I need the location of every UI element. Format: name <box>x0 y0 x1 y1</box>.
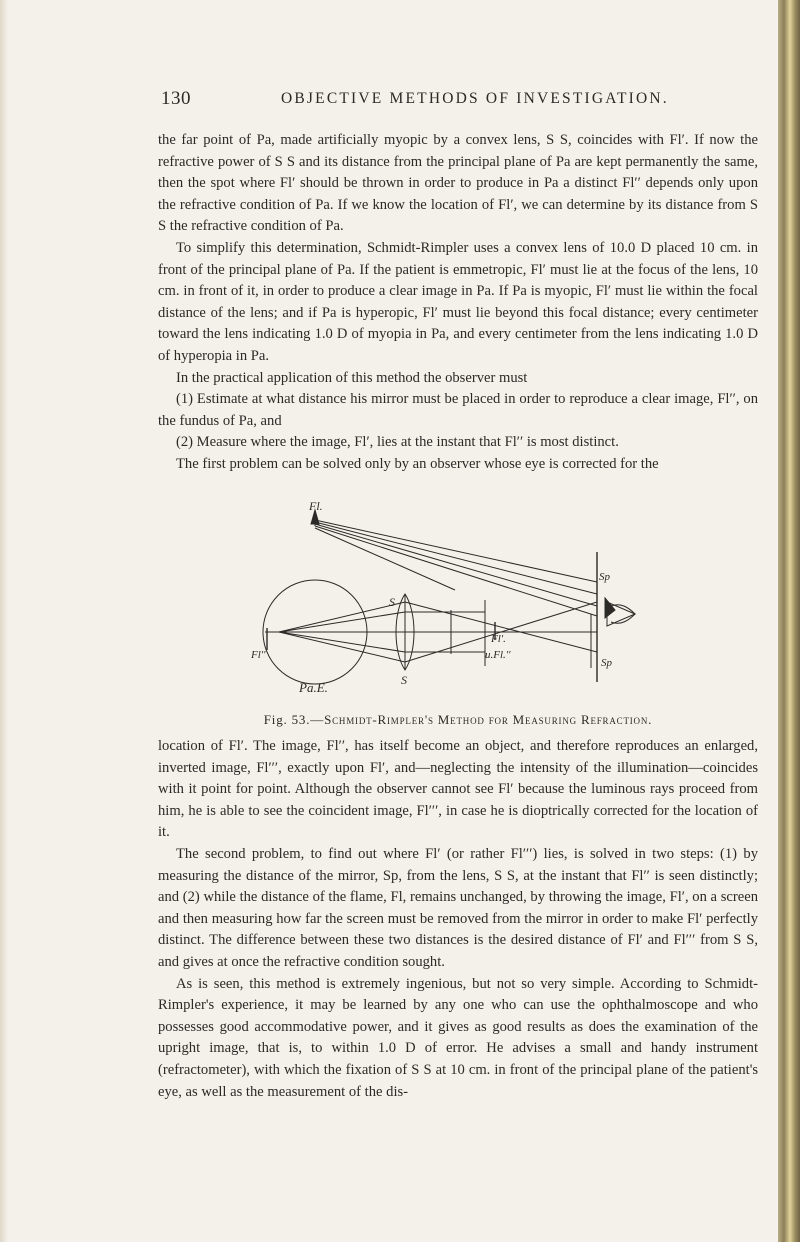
ray <box>315 522 597 594</box>
label-fl-double: Fl′′ <box>251 649 266 661</box>
label-fl-prime: Fl′. <box>491 633 506 645</box>
paragraph: location of Fl′. The image, Fl′′, has itself become an object, and therefore reproduces an enlarged, inverted image, Fl′′′, exactly upon Fl′, and—neglecting the intensity of the illumination—coincides with it point for point. Although the observer cannot see Fl′ because the luminous rays proceed from him, he is able to see the coincident image, Fl′′′, in case he is dioptrically corrected for the location of it. <box>158 738 758 841</box>
ray <box>279 602 405 632</box>
text-block-top <box>158 130 758 476</box>
observer-pupil <box>605 598 615 618</box>
page-header <box>161 88 751 116</box>
optics-diagram <box>251 499 675 695</box>
figure-number: Fig. 53. <box>263 712 311 727</box>
ray <box>279 612 405 632</box>
paragraph: the far point of Pa, made artificially myopic by a convex lens, S S, coincides with Fl′. If now the refractive power of S S and its distance from the principal plane of Pa are kept permanently the same, then the spot where Fl′ should be thrown in order to produce in Pa a distinct Fl′′ depends only upon the refractive condition of Pa. If we know the location of Fl′, we can determine by its distance from S S the refractive condition of Pa. <box>158 132 758 235</box>
ray <box>279 632 405 652</box>
text-block-bottom <box>158 736 758 1103</box>
paragraph: (1) Estimate at what distance his mirror must be placed in order to reproduce a clear image, Fl′′, on the fundus of Pa, and <box>158 391 758 429</box>
paragraph: As is seen, this method is extremely ingenious, but not so very simple. According to Schmidt-Rimpler's experience, it may be learned by any one who can use the ophthalmoscope and who possesses good accommodative power, and it gives as good results as does the examination of the upright image, that is, to within 1.0 D of error. He advises a small and handy instrument (refractometer), with which the fixation of S S at 10 cm. in front of the principal plane of the patient's eye, as well as the measurement of the dis- <box>158 975 758 1100</box>
paragraph: In the practical application of this method the observer must <box>176 369 528 386</box>
ray <box>279 632 405 662</box>
observer-eyelid <box>611 605 635 624</box>
label-pa-e: Pa.E. <box>299 680 328 695</box>
running-head: OBJECTIVE METHODS OF INVESTIGATION. <box>281 90 669 107</box>
figure-caption <box>158 712 758 728</box>
label-u-fl: u.Fl.′′ <box>485 649 511 661</box>
scan-left-edge <box>0 0 8 1242</box>
label-sp-top: Sp <box>599 571 610 583</box>
label-s-bottom: S <box>401 673 407 687</box>
page-number: 130 <box>161 88 191 109</box>
ray <box>315 520 597 582</box>
page-binding-edge <box>778 0 800 1242</box>
paragraph: The first problem can be solved only by an observer whose eye is corrected for the <box>176 455 659 472</box>
figure-caption-text: —Schmidt-Rimpler's Method for Measuring Refraction. <box>310 712 653 727</box>
figure-53 <box>251 499 675 695</box>
label-s-top: S <box>389 595 395 609</box>
label-fl: Fl. <box>309 499 323 513</box>
label-sp-bottom: Sp <box>601 657 612 669</box>
paragraph: (2) Measure where the image, Fl′, lies at the instant that Fl′′ is most distinct. <box>176 434 619 451</box>
ray <box>315 524 597 606</box>
paragraph: The second problem, to find out where Fl′ (or rather Fl′′′) lies, is solved in two steps: (1) by measuring the distance of the mirror, Sp, from the lens, S S, at the instant that Fl′′ is seen distinctly; and (2) while the distance of the flame, Fl, remains unchanged, by throwing the image, Fl′, on a screen and then measuring how far the screen must be removed from the mirror in order to make Fl′ perfectly distinct. The difference between these two distances is the desired distance of Fl′ and Fl′′′ from S S, and gives at once the refractive condition sought. <box>158 845 758 970</box>
paragraph: To simplify this determination, Schmidt-Rimpler uses a convex lens of 10.0 D placed 10 cm. in front of the principal plane of Pa. If the patient is emmetropic, Fl′ must lie at the focus of the lens, 10 cm. in front of it, in order to produce a clear image in Pa. If Pa is myopic, Fl′ must lie within the focal distance of the lens; and if Pa is hyperopic, Fl′ must lie beyond this focal distance; every centimeter toward the lens indicating 1.0 D of myopia in Pa, and every centimeter from the lens indicating 1.0 D of hyperopia in Pa. <box>158 239 758 364</box>
